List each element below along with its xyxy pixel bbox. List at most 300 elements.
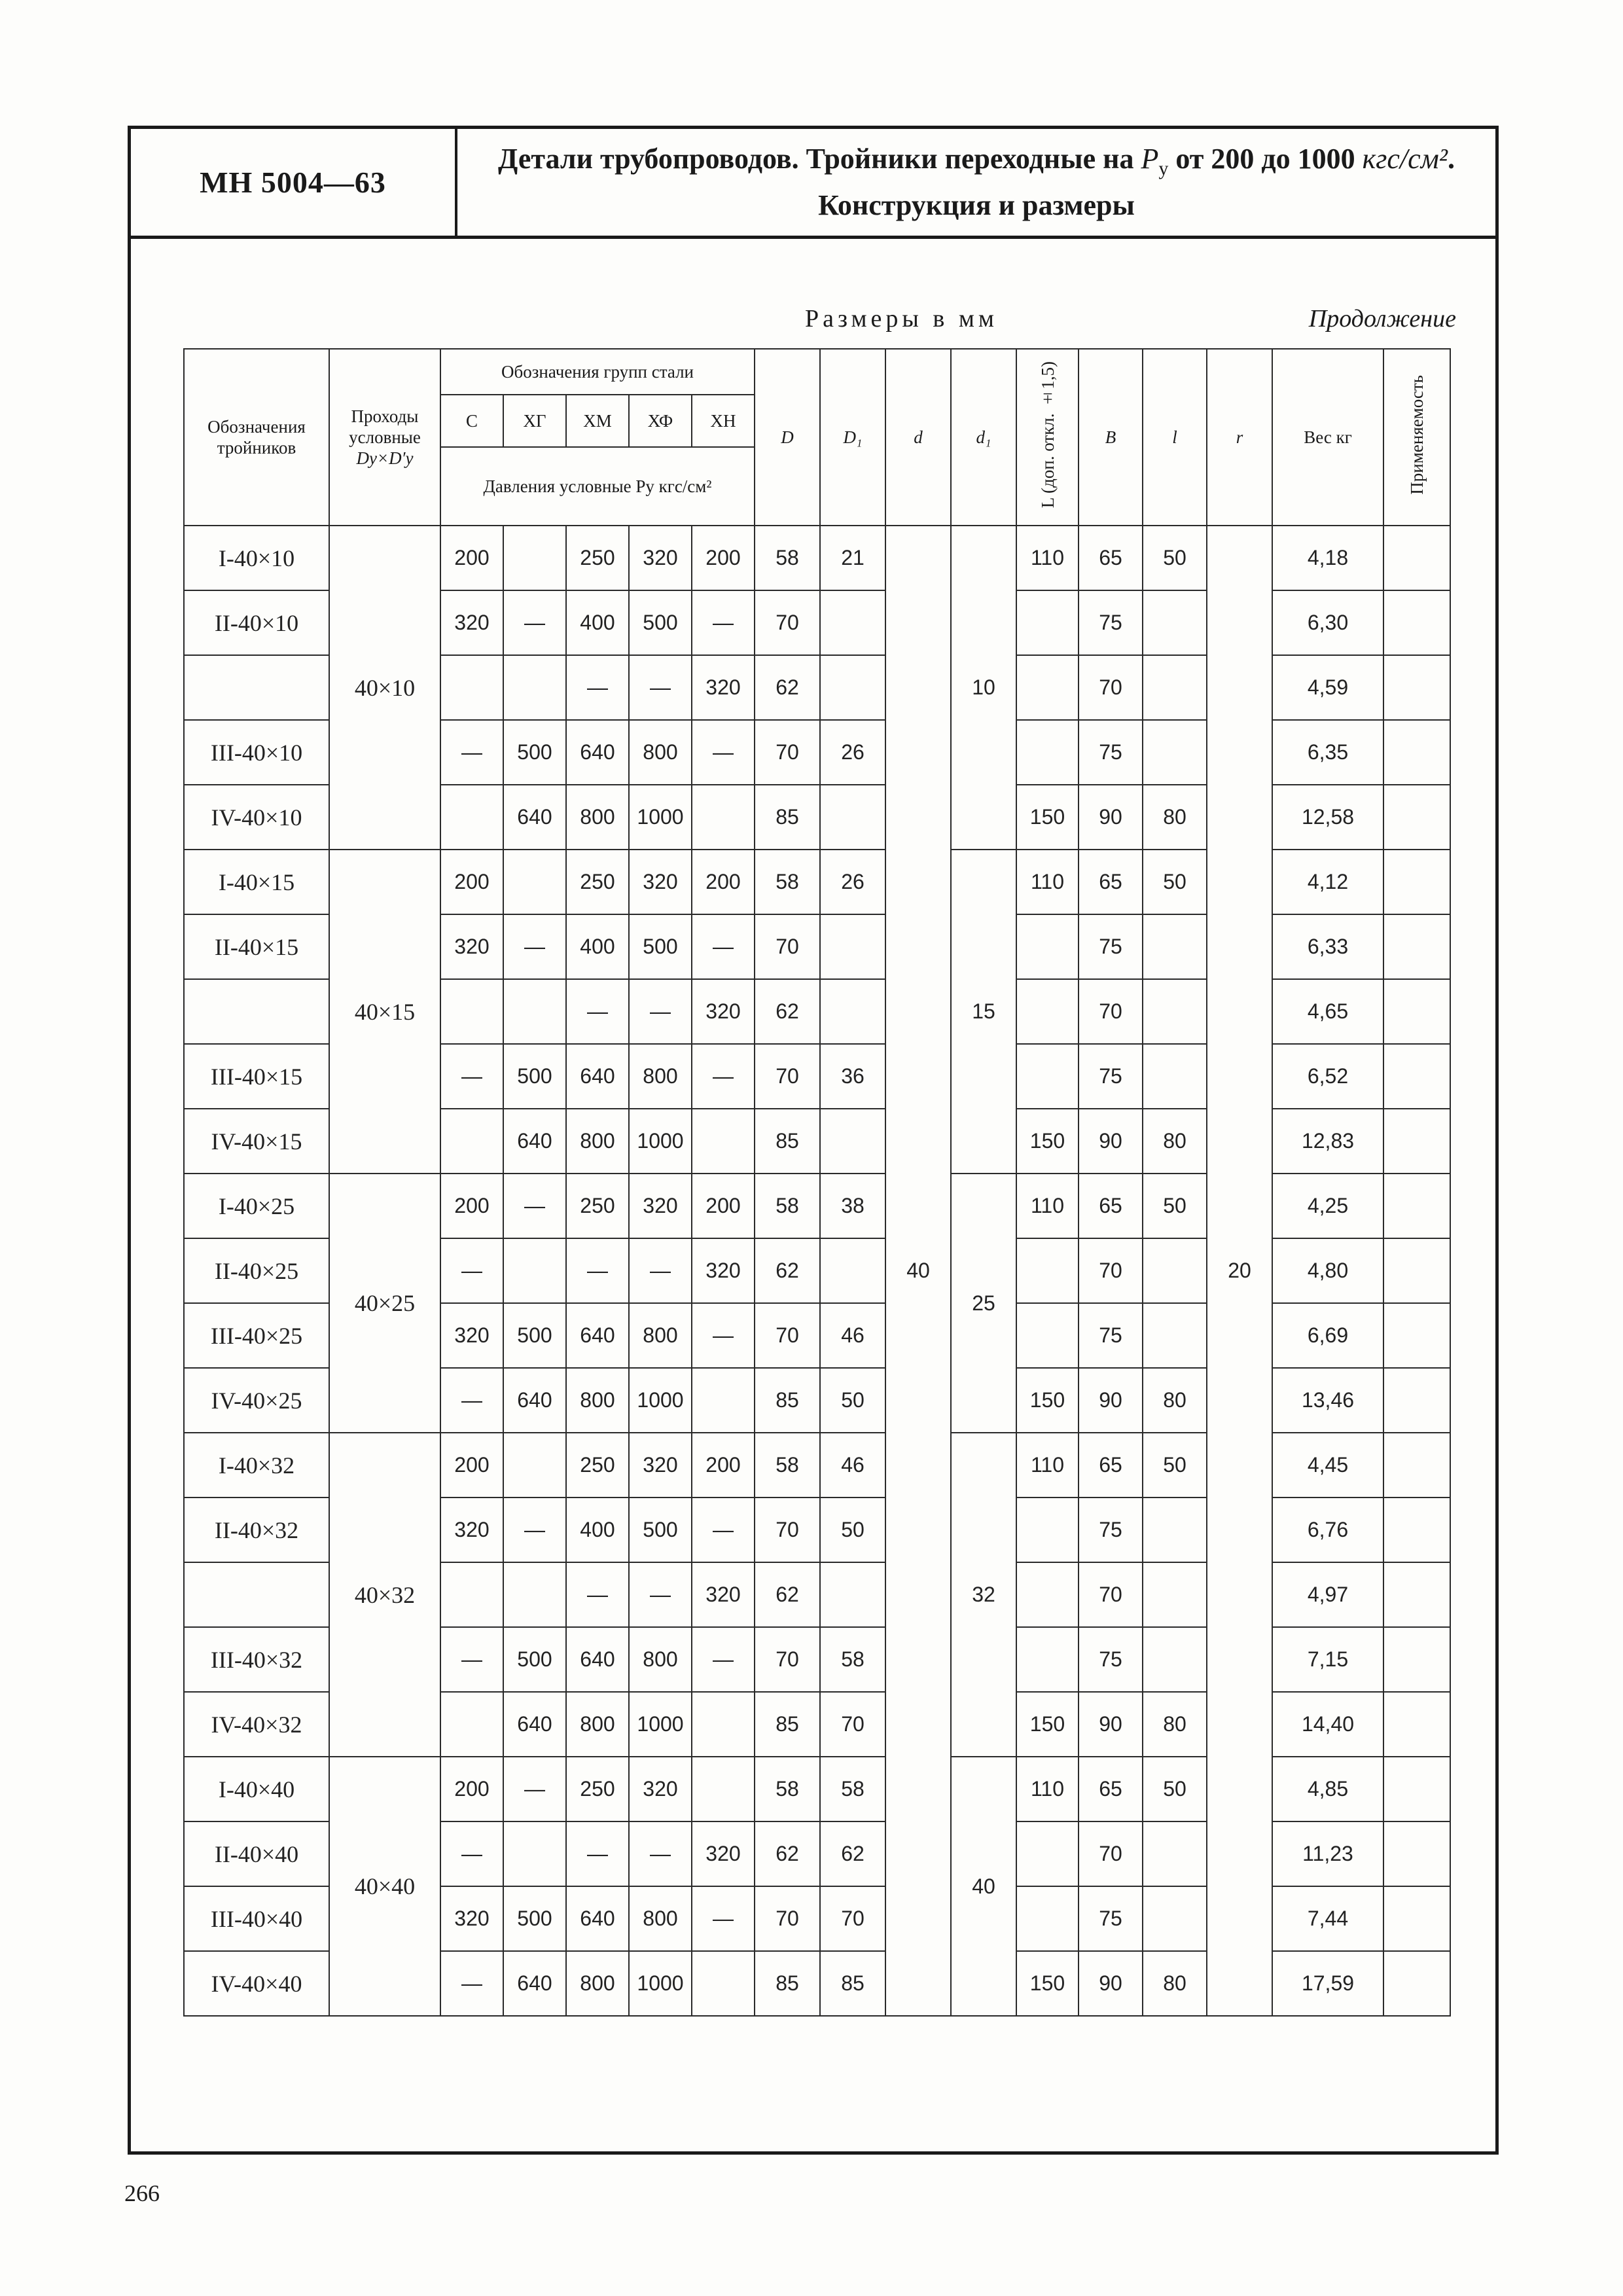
cell-steel-xn [692, 1757, 755, 1821]
cell-L [1016, 1562, 1079, 1627]
cell-B: 75 [1079, 1044, 1143, 1109]
cell-steel-xg [503, 1562, 566, 1627]
cell-usage [1383, 1044, 1450, 1109]
cell-B: 65 [1079, 850, 1143, 914]
cell-L [1016, 1821, 1079, 1886]
cell-steel-xg: — [503, 1498, 566, 1562]
cell-L [1016, 655, 1079, 720]
cell-name: I-40×40 [184, 1757, 329, 1821]
dimensions-table [183, 348, 1451, 2017]
cell-steel-c: 320 [440, 1886, 503, 1951]
cell-steel-xf: 1000 [629, 785, 692, 850]
cell-steel-xg: — [503, 1174, 566, 1238]
cell-steel-xm: — [566, 1238, 629, 1303]
cell-D: 62 [755, 1821, 820, 1886]
cell-steel-xf: 320 [629, 1174, 692, 1238]
cell-steel-xf: 1000 [629, 1692, 692, 1757]
cell-steel-c: 200 [440, 1757, 503, 1821]
cell-steel-xm: 800 [566, 1109, 629, 1174]
cell-steel-xf: 320 [629, 1757, 692, 1821]
cell-D: 62 [755, 1562, 820, 1627]
cell-steel-xg [503, 979, 566, 1044]
cell-name [184, 979, 329, 1044]
cell-weight: 6,30 [1272, 590, 1383, 655]
steel-XF: ХФ [629, 395, 692, 447]
cell-B: 65 [1079, 1433, 1143, 1498]
cell-steel-c: 200 [440, 526, 503, 590]
cell-weight: 4,12 [1272, 850, 1383, 914]
cell-L: 150 [1016, 1692, 1079, 1757]
cell-D: 58 [755, 1174, 820, 1238]
cell-weight: 4,80 [1272, 1238, 1383, 1303]
cell-steel-xf: — [629, 655, 692, 720]
col-r: r [1207, 349, 1272, 526]
cell-B: 70 [1079, 1821, 1143, 1886]
cell-usage [1383, 1692, 1450, 1757]
cell-steel-xm: 400 [566, 1498, 629, 1562]
document-header [131, 129, 1495, 239]
cell-steel-xm: 800 [566, 1692, 629, 1757]
cell-B: 75 [1079, 1498, 1143, 1562]
cell-L: 110 [1016, 526, 1079, 590]
cell-D: 70 [755, 1303, 820, 1368]
cell-steel-c: — [440, 1821, 503, 1886]
cell-D1: 46 [820, 1433, 885, 1498]
cell-weight: 7,44 [1272, 1886, 1383, 1951]
cell-l [1143, 1821, 1207, 1886]
cell-steel-xf: 800 [629, 1627, 692, 1692]
cell-D1: 26 [820, 720, 885, 785]
cell-steel-xg: 640 [503, 1951, 566, 2016]
cell-d1: 40 [951, 1757, 1016, 2016]
cell-l: 80 [1143, 1368, 1207, 1433]
cell-D: 58 [755, 1433, 820, 1498]
cell-steel-xn [692, 1692, 755, 1757]
cell-weight: 4,85 [1272, 1757, 1383, 1821]
cell-steel-c: — [440, 1951, 503, 2016]
cell-L: 150 [1016, 1109, 1079, 1174]
cell-steel-c: 320 [440, 914, 503, 979]
cell-passage: 40×10 [329, 526, 440, 850]
cell-B: 70 [1079, 1562, 1143, 1627]
cell-weight: 4,45 [1272, 1433, 1383, 1498]
col-usage: Применяемость [1383, 349, 1450, 526]
cell-name: III-40×10 [184, 720, 329, 785]
cell-B: 75 [1079, 1303, 1143, 1368]
cell-weight: 6,33 [1272, 914, 1383, 979]
cell-usage [1383, 1174, 1450, 1238]
cell-steel-c: — [440, 1044, 503, 1109]
page-frame [128, 126, 1499, 2155]
cell-passage: 40×25 [329, 1174, 440, 1433]
cell-L [1016, 1886, 1079, 1951]
cell-D1: 21 [820, 526, 885, 590]
cell-D1 [820, 1238, 885, 1303]
cell-l: 80 [1143, 785, 1207, 850]
cell-steel-xn: — [692, 1044, 755, 1109]
title-line-1: Детали трубопроводов. Тройники переходные на $P_у$ от 200 до 1000 кгс/см². [498, 143, 1455, 179]
cell-D: 58 [755, 526, 820, 590]
cell-steel-xn: — [692, 720, 755, 785]
cell-r: 20 [1207, 526, 1272, 2016]
cell-D1: 58 [820, 1757, 885, 1821]
cell-D1: 70 [820, 1886, 885, 1951]
cell-weight: 11,23 [1272, 1821, 1383, 1886]
cell-steel-xf: 320 [629, 1433, 692, 1498]
cell-usage [1383, 526, 1450, 590]
cell-steel-xn: 200 [692, 526, 755, 590]
cell-name: I-40×10 [184, 526, 329, 590]
table-head [184, 349, 1450, 526]
cell-d1: 15 [951, 850, 1016, 1174]
steel-C: С [440, 395, 503, 447]
cell-steel-c [440, 655, 503, 720]
page-number: 266 [124, 2180, 160, 2206]
cell-steel-xn [692, 1368, 755, 1433]
cell-l [1143, 1498, 1207, 1562]
cell-D1 [820, 785, 885, 850]
cell-l [1143, 1238, 1207, 1303]
cell-weight: 12,83 [1272, 1109, 1383, 1174]
cell-steel-xn: — [692, 1886, 755, 1951]
cell-steel-xg: — [503, 914, 566, 979]
cell-usage [1383, 785, 1450, 850]
cell-steel-xg [503, 655, 566, 720]
cell-B: 90 [1079, 1692, 1143, 1757]
table-row [184, 526, 1450, 590]
cell-steel-xf: 500 [629, 914, 692, 979]
cell-D1 [820, 979, 885, 1044]
cell-B: 65 [1079, 1174, 1143, 1238]
cell-steel-xm: 640 [566, 1044, 629, 1109]
cell-name: I-40×25 [184, 1174, 329, 1238]
cell-L: 110 [1016, 1757, 1079, 1821]
cell-steel-c: 320 [440, 1498, 503, 1562]
cell-L: 150 [1016, 1368, 1079, 1433]
cell-weight: 4,25 [1272, 1174, 1383, 1238]
cell-steel-c: — [440, 720, 503, 785]
cell-steel-xf: — [629, 1821, 692, 1886]
cell-steel-xm: — [566, 979, 629, 1044]
cell-D: 85 [755, 1692, 820, 1757]
cell-weight: 4,97 [1272, 1562, 1383, 1627]
cell-weight: 4,18 [1272, 526, 1383, 590]
cell-steel-xm: — [566, 655, 629, 720]
cell-D1: 38 [820, 1174, 885, 1238]
cell-name [184, 1562, 329, 1627]
cell-l: 50 [1143, 526, 1207, 590]
cell-B: 75 [1079, 720, 1143, 785]
cell-d1: 32 [951, 1433, 1016, 1757]
cell-l: 50 [1143, 850, 1207, 914]
cell-name: III-40×25 [184, 1303, 329, 1368]
cell-D: 70 [755, 914, 820, 979]
cell-B: 90 [1079, 1109, 1143, 1174]
cell-usage [1383, 1303, 1450, 1368]
cell-weight: 13,46 [1272, 1368, 1383, 1433]
cell-passage: 40×15 [329, 850, 440, 1174]
cell-name: IV-40×32 [184, 1692, 329, 1757]
cell-usage [1383, 1562, 1450, 1627]
cell-steel-xm: 400 [566, 914, 629, 979]
cell-D: 85 [755, 785, 820, 850]
cell-name: IV-40×40 [184, 1951, 329, 2016]
cell-L [1016, 1498, 1079, 1562]
cell-steel-xg: 640 [503, 1368, 566, 1433]
cell-D1 [820, 590, 885, 655]
col-pressure: Давления условные Pу кгс/см² [440, 447, 755, 526]
cell-steel-xg: 500 [503, 1303, 566, 1368]
cell-steel-xn: — [692, 1627, 755, 1692]
cell-D1: 36 [820, 1044, 885, 1109]
cell-steel-xn: 200 [692, 850, 755, 914]
cell-D1 [820, 1109, 885, 1174]
cell-steel-xm: 640 [566, 1303, 629, 1368]
cell-D: 70 [755, 1044, 820, 1109]
cell-name: II-40×32 [184, 1498, 329, 1562]
cell-steel-xm: 800 [566, 1368, 629, 1433]
cell-l [1143, 1627, 1207, 1692]
cell-name: III-40×40 [184, 1886, 329, 1951]
cell-B: 70 [1079, 979, 1143, 1044]
cell-D1 [820, 1562, 885, 1627]
col-B: B [1079, 349, 1143, 526]
cell-L [1016, 1238, 1079, 1303]
cell-usage [1383, 1498, 1450, 1562]
cell-l [1143, 979, 1207, 1044]
cell-steel-c: — [440, 1238, 503, 1303]
cell-steel-xf: 800 [629, 720, 692, 785]
cell-steel-xg: 500 [503, 720, 566, 785]
steel-XN: ХН [692, 395, 755, 447]
cell-usage [1383, 1238, 1450, 1303]
cell-steel-xg [503, 850, 566, 914]
cell-B: 65 [1079, 526, 1143, 590]
cell-steel-xm: 250 [566, 1174, 629, 1238]
cell-L [1016, 914, 1079, 979]
cell-steel-xn: 320 [692, 1562, 755, 1627]
cell-passage: 40×40 [329, 1757, 440, 2016]
cell-name: II-40×40 [184, 1821, 329, 1886]
cell-name: I-40×15 [184, 850, 329, 914]
cell-name [184, 655, 329, 720]
cell-weight: 17,59 [1272, 1951, 1383, 2016]
cell-l [1143, 720, 1207, 785]
cell-steel-xf: — [629, 1238, 692, 1303]
cell-l: 50 [1143, 1174, 1207, 1238]
cell-D: 58 [755, 850, 820, 914]
cell-steel-xm: 250 [566, 850, 629, 914]
cell-L: 150 [1016, 785, 1079, 850]
cell-D1: 46 [820, 1303, 885, 1368]
cell-steel-xn: 320 [692, 979, 755, 1044]
cell-weight: 6,52 [1272, 1044, 1383, 1109]
cell-steel-xm: — [566, 1821, 629, 1886]
cell-B: 90 [1079, 785, 1143, 850]
cell-steel-xf: 1000 [629, 1951, 692, 2016]
cell-name: II-40×15 [184, 914, 329, 979]
cell-B: 90 [1079, 1951, 1143, 2016]
cell-D1: 85 [820, 1951, 885, 2016]
cell-L [1016, 1303, 1079, 1368]
cell-l [1143, 1886, 1207, 1951]
cell-weight: 4,59 [1272, 655, 1383, 720]
cell-D1: 50 [820, 1368, 885, 1433]
col-D1: D₁ [820, 349, 885, 526]
cell-l [1143, 1562, 1207, 1627]
cell-steel-c: 320 [440, 590, 503, 655]
cell-l [1143, 1303, 1207, 1368]
col-l: l [1143, 349, 1207, 526]
cell-steel-xf: 500 [629, 1498, 692, 1562]
cell-steel-xg: 640 [503, 1692, 566, 1757]
cell-steel-xn [692, 1109, 755, 1174]
cell-steel-xn: — [692, 1303, 755, 1368]
cell-steel-xm: 640 [566, 1627, 629, 1692]
cell-usage [1383, 914, 1450, 979]
cell-name: IV-40×15 [184, 1109, 329, 1174]
cell-usage [1383, 1886, 1450, 1951]
cell-steel-xg: 640 [503, 1109, 566, 1174]
cell-D1: 70 [820, 1692, 885, 1757]
cell-name: II-40×10 [184, 590, 329, 655]
cell-steel-xg [503, 1238, 566, 1303]
cell-steel-xg: — [503, 1757, 566, 1821]
cell-weight: 7,15 [1272, 1627, 1383, 1692]
units-note: Размеры в мм [805, 305, 998, 332]
cell-steel-xg [503, 526, 566, 590]
title-line-2: Конструкция и размеры [818, 188, 1135, 221]
cell-steel-xn: 320 [692, 655, 755, 720]
cell-L: 110 [1016, 1174, 1079, 1238]
cell-steel-c: 320 [440, 1303, 503, 1368]
cell-usage [1383, 655, 1450, 720]
col-name: Обозначения тройников [184, 349, 329, 526]
cell-d1: 10 [951, 526, 1016, 850]
cell-steel-c [440, 1109, 503, 1174]
cell-steel-xm: 250 [566, 1433, 629, 1498]
cell-D1: 26 [820, 850, 885, 914]
cell-D1 [820, 914, 885, 979]
cell-D1: 62 [820, 1821, 885, 1886]
col-d: d [885, 349, 951, 526]
cell-name: III-40×15 [184, 1044, 329, 1109]
cell-L [1016, 590, 1079, 655]
cell-steel-c [440, 1692, 503, 1757]
cell-name: III-40×32 [184, 1627, 329, 1692]
cell-B: 70 [1079, 1238, 1143, 1303]
table-subheader [131, 304, 1495, 344]
cell-steel-xn: — [692, 1498, 755, 1562]
cell-name: II-40×25 [184, 1238, 329, 1303]
cell-B: 65 [1079, 1757, 1143, 1821]
cell-usage [1383, 1951, 1450, 2016]
cell-L [1016, 720, 1079, 785]
cell-name: IV-40×25 [184, 1368, 329, 1433]
cell-D: 62 [755, 979, 820, 1044]
cell-B: 75 [1079, 914, 1143, 979]
cell-D: 85 [755, 1368, 820, 1433]
cell-steel-xn: 200 [692, 1174, 755, 1238]
cell-steel-xf: 800 [629, 1044, 692, 1109]
cell-steel-xn: 320 [692, 1238, 755, 1303]
cell-steel-c: 200 [440, 1433, 503, 1498]
document-title [457, 129, 1495, 236]
cell-B: 70 [1079, 655, 1143, 720]
cell-D1: 58 [820, 1627, 885, 1692]
cell-L: 150 [1016, 1951, 1079, 2016]
cell-weight: 14,40 [1272, 1692, 1383, 1757]
cell-B: 75 [1079, 1627, 1143, 1692]
cell-weight: 6,35 [1272, 720, 1383, 785]
cell-usage [1383, 1433, 1450, 1498]
cell-steel-xf: 1000 [629, 1368, 692, 1433]
standard-code: МН 5004—63 [131, 129, 457, 236]
cell-steel-c: — [440, 1627, 503, 1692]
cell-usage [1383, 1368, 1450, 1433]
cell-steel-xm: 800 [566, 785, 629, 850]
cell-d: 40 [885, 526, 951, 2016]
cell-usage [1383, 850, 1450, 914]
steel-XG: ХГ [503, 395, 566, 447]
cell-name: IV-40×10 [184, 785, 329, 850]
cell-steel-xm: 640 [566, 720, 629, 785]
cell-l [1143, 1044, 1207, 1109]
cell-weight: 6,76 [1272, 1498, 1383, 1562]
cell-l [1143, 914, 1207, 979]
cell-steel-xg: 500 [503, 1044, 566, 1109]
cell-steel-c [440, 979, 503, 1044]
col-L: L (доп. откл. ±1,5) [1016, 349, 1079, 526]
cell-l: 80 [1143, 1109, 1207, 1174]
cell-usage [1383, 1627, 1450, 1692]
col-D: D [755, 349, 820, 526]
cell-D: 62 [755, 1238, 820, 1303]
cell-steel-xn [692, 785, 755, 850]
cell-usage [1383, 1757, 1450, 1821]
col-steel-groups: Обозначения групп стали [440, 349, 755, 395]
col-d1: d₁ [951, 349, 1016, 526]
cell-steel-xg: 640 [503, 785, 566, 850]
cell-L: 110 [1016, 1433, 1079, 1498]
cell-l: 50 [1143, 1757, 1207, 1821]
cell-steel-xf: — [629, 1562, 692, 1627]
cell-steel-xm: 250 [566, 526, 629, 590]
cell-steel-c: — [440, 1368, 503, 1433]
col-passages: Проходы условные Dу×D′у [329, 349, 440, 526]
cell-L [1016, 1627, 1079, 1692]
cell-steel-xn: 200 [692, 1433, 755, 1498]
cell-steel-xm: 250 [566, 1757, 629, 1821]
cell-steel-c [440, 1562, 503, 1627]
cell-usage [1383, 1821, 1450, 1886]
cell-D: 70 [755, 1498, 820, 1562]
cell-weight: 12,58 [1272, 785, 1383, 850]
cell-l: 50 [1143, 1433, 1207, 1498]
cell-steel-xf: 800 [629, 1303, 692, 1368]
cell-steel-xm: 400 [566, 590, 629, 655]
cell-D: 62 [755, 655, 820, 720]
cell-D: 85 [755, 1951, 820, 2016]
cell-steel-xn: 320 [692, 1821, 755, 1886]
cell-steel-xn: — [692, 590, 755, 655]
cell-B: 90 [1079, 1368, 1143, 1433]
cell-steel-c: 200 [440, 1174, 503, 1238]
cell-passage: 40×32 [329, 1433, 440, 1757]
cell-steel-xn: — [692, 914, 755, 979]
steel-XM: ХМ [566, 395, 629, 447]
cell-steel-xg: 500 [503, 1627, 566, 1692]
